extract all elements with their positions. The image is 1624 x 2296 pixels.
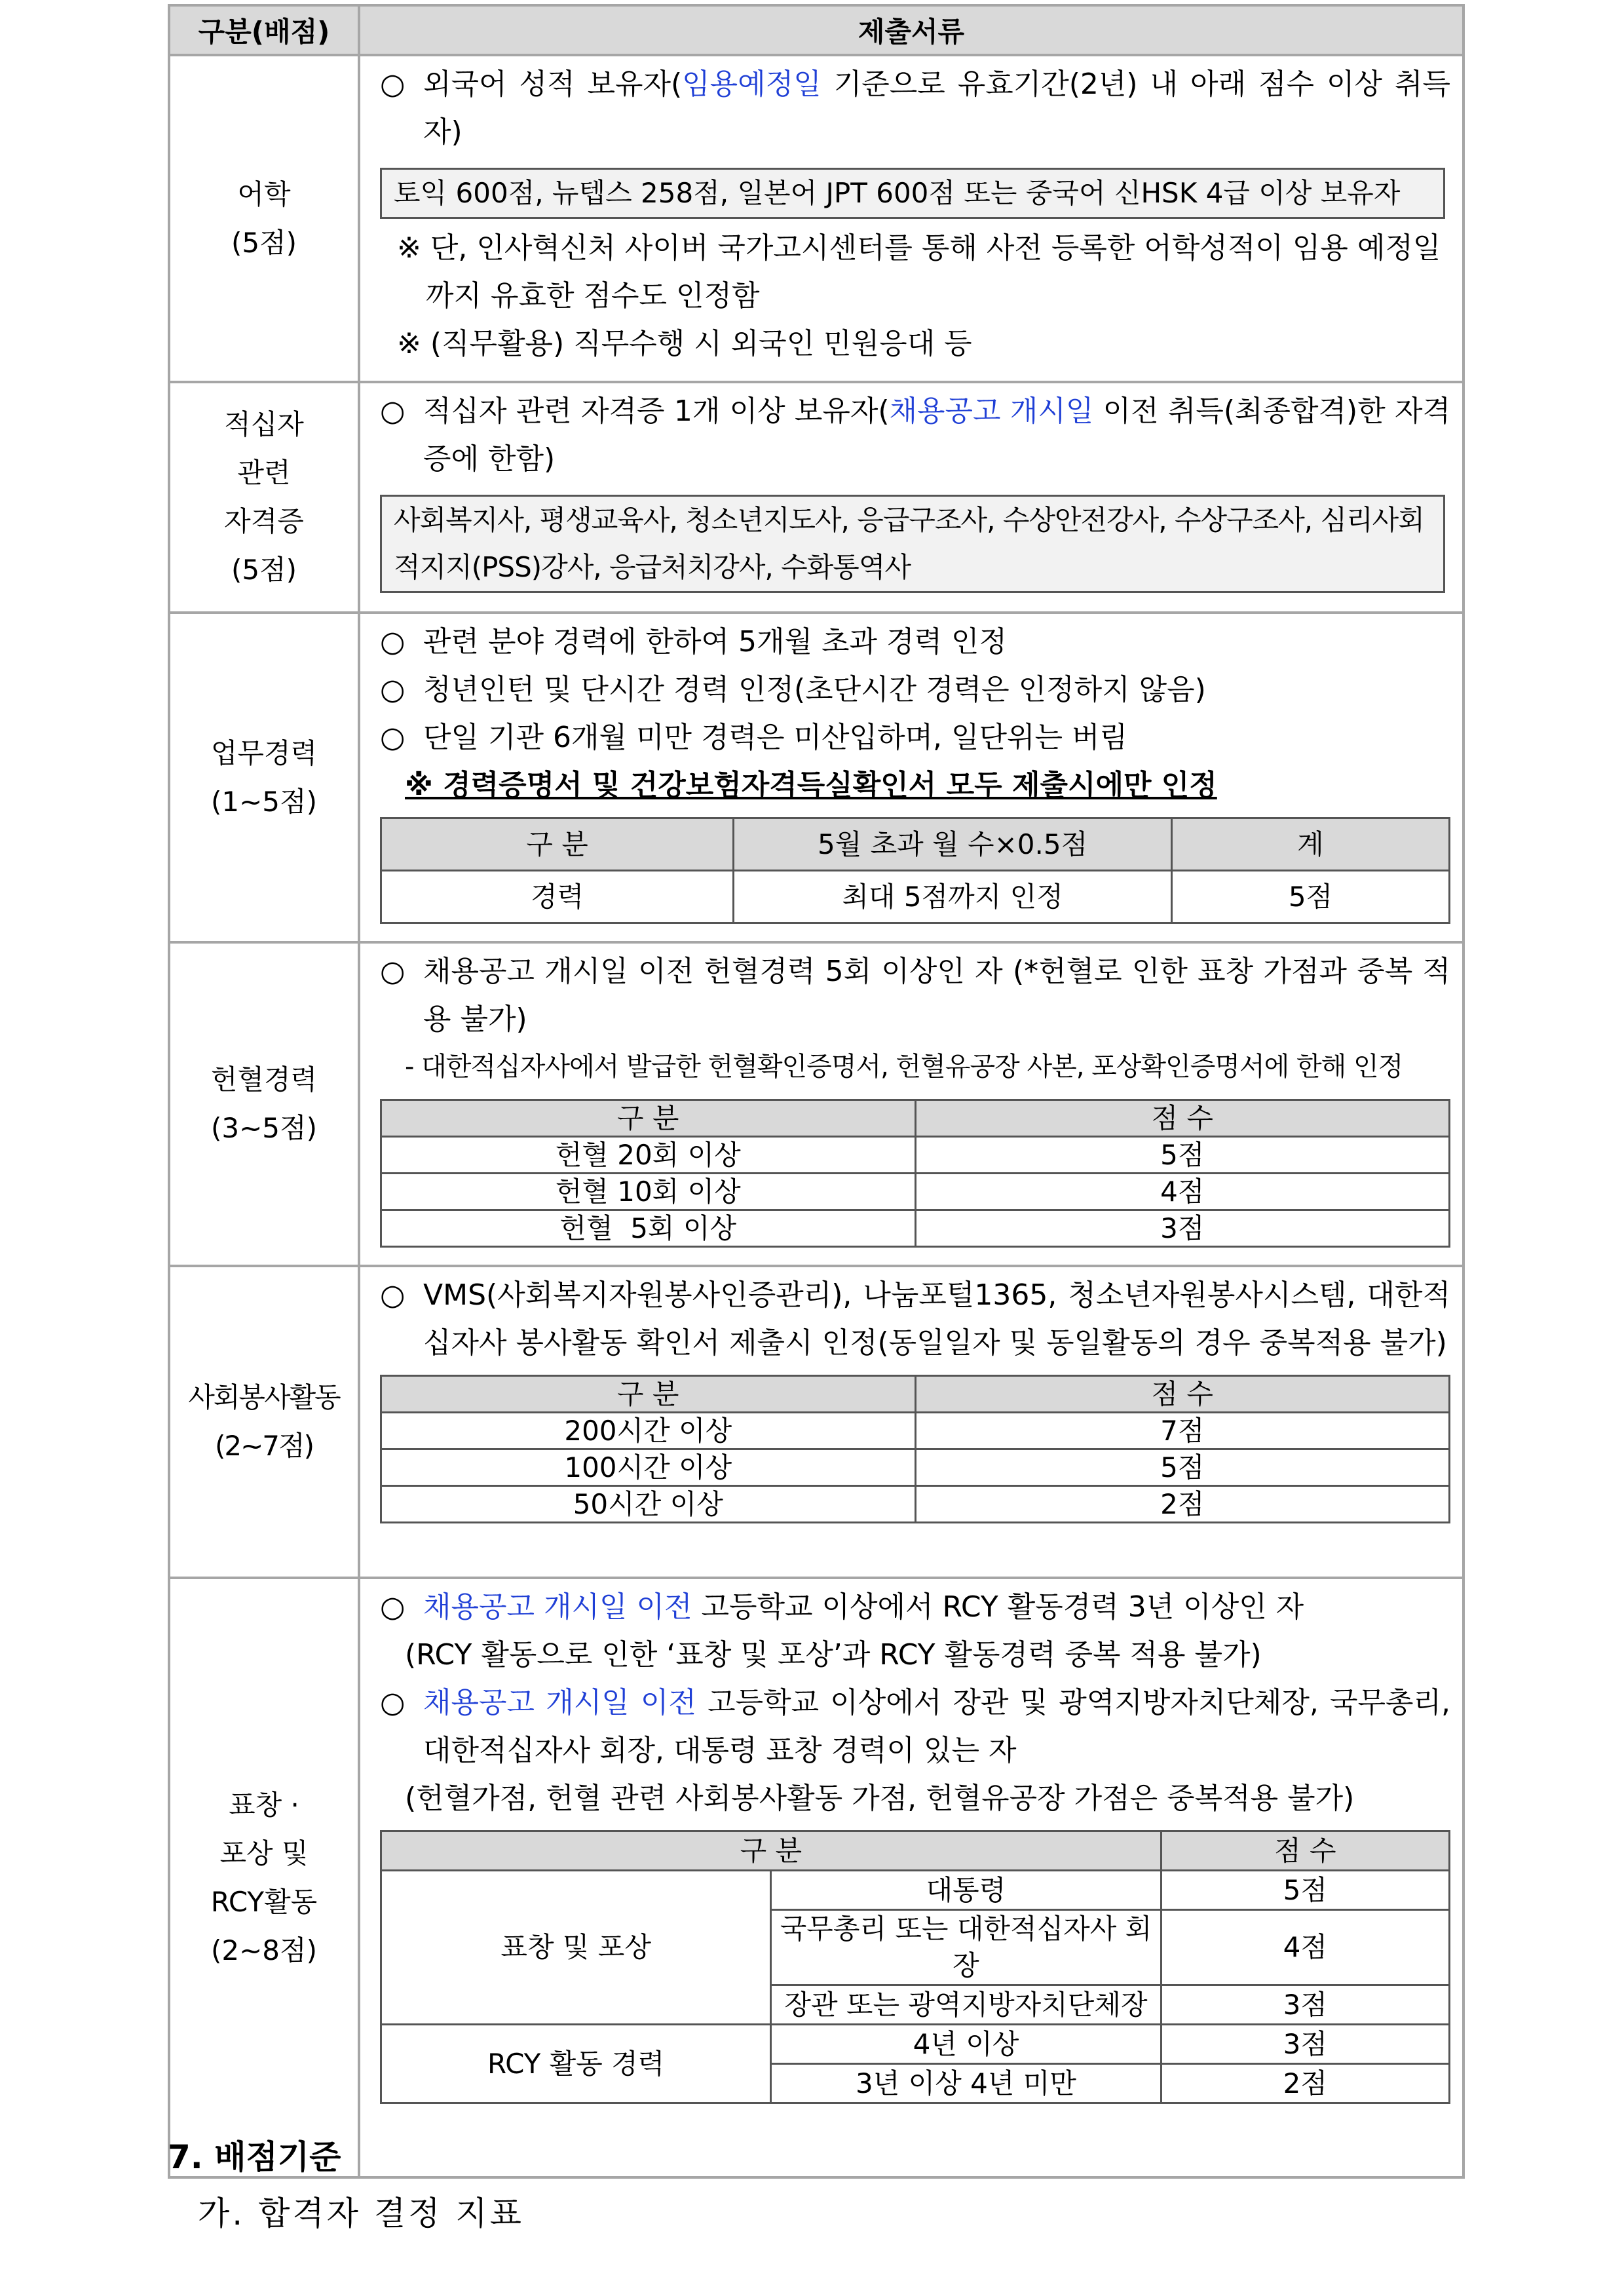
table-cell: 7점 [915,1413,1450,1449]
table-cell: 5점 [915,1137,1450,1174]
content-blood-donation [359,942,1463,1266]
highlight-text: 채용공고 개시일 이전 [423,1590,692,1624]
table-row [381,1174,1450,1210]
column-header: 점 수 [915,1100,1450,1137]
category-points: (2~8점) [211,1934,317,1966]
table-row [381,1100,1450,1137]
category-label: 사회봉사활동 [188,1381,340,1413]
table-cell: 4년 이상 [771,2025,1161,2064]
circle-bullet-icon: ○ [380,1278,406,1312]
column-header: 구 분 [381,818,734,871]
category-label: 관련 [237,457,291,489]
category-language [169,55,359,382]
sub-note: (헌혈가점, 헌혈 관련 사회봉사활동 가점, 헌혈유공장 가점은 중복적용 불가) [405,1782,1355,1815]
certificate-box: 사회복지사, 평생교육사, 청소년지도사, 응급구조사, 수상안전강사, 수상구조사, 심리사회적지지(PSS)강사, 응급처치강사, 수화통역사 [380,495,1445,593]
table-cell: 3년 이상 4년 미만 [771,2064,1161,2103]
category-award [169,1578,359,2177]
career-note: ※ 경력증명서 및 건강보험자격득실확인서 모두 제출시에만 인정 [405,769,1217,802]
award-score-table [380,1830,1450,2104]
table-row [381,2025,1450,2064]
table-row [381,1376,1450,1413]
table-row [381,1413,1450,1449]
category-label: 업무경력 [210,737,318,769]
table-cell: 2점 [1161,2064,1449,2103]
category-label: 표창 · [229,1788,299,1821]
category-points: (1~5점) [211,785,317,818]
list-item [380,387,1450,483]
category-label: 포상 및 [219,1837,309,1869]
text: 외국어 성적 보유자( [423,67,683,101]
category-label: RCY활동 [210,1885,318,1918]
category-label: 헌혈경력 [210,1063,318,1096]
table-cell: 5점 [1161,1871,1449,1910]
column-header: 계 [1171,818,1449,871]
list-item [380,60,1450,156]
highlight-text: 채용공고 개시일 이전 [423,1686,696,1719]
category-points: (5점) [231,226,297,259]
table-cell: 200시간 이상 [381,1413,916,1449]
text: 채용공고 개시일 이전 헌혈경력 5회 이상인 자 (*헌혈로 인한 표창 가점과 중복 적용 불가) [423,955,1450,1036]
circle-bullet-icon: ○ [380,673,406,706]
column-header: 5월 초과 월 수×0.5점 [734,818,1172,871]
row-volunteer [169,1266,1463,1578]
dash-note: - 대한적십자사에서 발급한 헌혈확인증명서, 헌혈유공장 사본, 포상확인증명서에 한해 인정 [405,1052,1403,1082]
table-cell: 경력 [381,871,734,923]
text: 기준으로 유효기간(2년) 내 아래 점수 이상 취득자) [423,67,1450,149]
table-row [381,1210,1450,1247]
column-header: 구 분 [381,1831,1161,1871]
score-box: 토익 600점, 뉴텝스 258점, 일본어 JPT 600점 또는 중국어 신HSK 4급 이상 보유자 [380,168,1445,219]
volunteer-score-table [380,1375,1450,1523]
table-header-row [169,5,1463,55]
submission-documents-table [168,4,1465,2179]
text: VMS(사회복지자원봉사인증관리), 나눔포털1365, 청소년자원봉사시스템, 대한적십자사 봉사활동 확인서 제출시 인정(동일일자 및 동일활동의 경우 중복적용 불가) [423,1278,1450,1360]
list-item [380,714,1450,761]
group-cell: RCY 활동 경력 [381,2025,771,2103]
category-label: 적십자 [224,408,304,440]
column-header: 구 분 [381,1376,916,1413]
list-item [380,1679,1450,1774]
table-row [381,1486,1450,1523]
table-cell: 50시간 이상 [381,1486,916,1523]
blood-score-table [380,1099,1450,1248]
note: ※ 단, 인사혁신처 사이버 국가고시센터를 통해 사전 등록한 어학성적이 임용 예정일까지 유효한 점수도 인정함 [397,231,1441,313]
text: 적십자 관련 자격증 1개 이상 보유자( [423,394,890,428]
category-points: (5점) [231,554,297,586]
table-cell: 4점 [915,1174,1450,1210]
circle-bullet-icon: ○ [380,955,406,988]
row-award [169,1578,1463,2177]
table-row [381,1449,1450,1486]
text: 고등학교 이상에서 장관 및 광역지방자치단체장, 국무총리, 대한적십자사 회장, 대통령 표창 경력이 있는 자 [423,1686,1450,1767]
career-score-table [380,817,1450,924]
table-row [381,1137,1450,1174]
column-header: 구 분 [381,1100,916,1137]
list-item [380,1583,1450,1631]
table-cell: 100시간 이상 [381,1449,916,1486]
circle-bullet-icon: ○ [380,67,406,101]
category-blood-donation [169,942,359,1266]
content-career [359,613,1463,942]
table-row [381,1871,1450,1910]
table-cell: 헌혈 5회 이상 [381,1210,916,1247]
text: 관련 분야 경력에 한하여 5개월 초과 경력 인정 [423,625,1007,659]
circle-bullet-icon: ○ [380,1686,406,1719]
table-cell: 3점 [1161,1985,1449,2025]
table-cell: 최대 5점까지 인정 [734,871,1172,923]
content-volunteer [359,1266,1463,1578]
table-cell: 3점 [1161,2025,1449,2064]
category-points: (3~5점) [211,1112,317,1144]
highlight-text: 채용공고 개시일 [889,394,1094,428]
column-header: 점 수 [1161,1831,1449,1871]
column-header: 점 수 [915,1376,1450,1413]
table-cell: 4점 [1161,1910,1449,1985]
table-cell: 5점 [915,1449,1450,1486]
text: 고등학교 이상에서 RCY 활동경력 3년 이상인 자 [692,1590,1304,1624]
group-cell: 표창 및 포상 [381,1871,771,2025]
text: 이전 취득(최종합격)한 자격증에 한함) [423,394,1450,476]
category-points: (2~7점) [215,1430,313,1462]
highlight-text: 임용예정일 [682,67,821,101]
table-cell: 5점 [1171,871,1449,923]
category-label: 어학 [237,178,291,210]
category-certificate [169,382,359,613]
circle-bullet-icon: ○ [380,721,406,754]
list-item [380,947,1450,1043]
row-career [169,613,1463,942]
table-cell: 3점 [915,1210,1450,1247]
category-label: 자격증 [224,505,304,537]
table-row [381,1831,1450,1871]
row-blood-donation [169,942,1463,1266]
circle-bullet-icon: ○ [380,394,406,428]
circle-bullet-icon: ○ [380,1590,406,1624]
row-language [169,55,1463,382]
text: 단일 기관 6개월 미만 경력은 미산입하며, 일단위는 버림 [423,721,1127,754]
table-cell: 2점 [915,1486,1450,1523]
table-row [381,818,1450,871]
sub-note: (RCY 활동으로 인한 ‘표창 및 포상’과 RCY 활동경력 중복 적용 불가) [405,1638,1262,1672]
list-item [380,666,1450,714]
section-subtitle: 가. 합격자 결정 지표 [198,2194,524,2232]
content-award [359,1578,1463,2177]
category-volunteer [169,1266,359,1578]
content-certificate [359,382,1463,613]
table-cell: 장관 또는 광역지방자치단체장 [771,1985,1161,2025]
table-cell: 대통령 [771,1871,1161,1910]
table-cell: 헌혈 20회 이상 [381,1137,916,1174]
list-item [380,1271,1450,1367]
text: 청년인턴 및 단시간 경력 인정(초단시간 경력은 인정하지 않음) [423,673,1206,706]
note: ※ (직무활용) 직무수행 시 외국인 민원응대 등 [397,327,972,360]
list-item [380,618,1450,666]
content-language [359,55,1463,382]
section-title: 7. 배점기준 [168,2138,341,2176]
circle-bullet-icon: ○ [380,625,406,659]
category-career [169,613,359,942]
table-cell: 국무총리 또는 대한적십자사 회장 [771,1910,1161,1985]
row-certificate [169,382,1463,613]
header-documents: 제출서류 [359,5,1463,55]
table-cell: 헌혈 10회 이상 [381,1174,916,1210]
table-row [381,871,1450,923]
header-category: 구분(배점) [169,5,359,55]
